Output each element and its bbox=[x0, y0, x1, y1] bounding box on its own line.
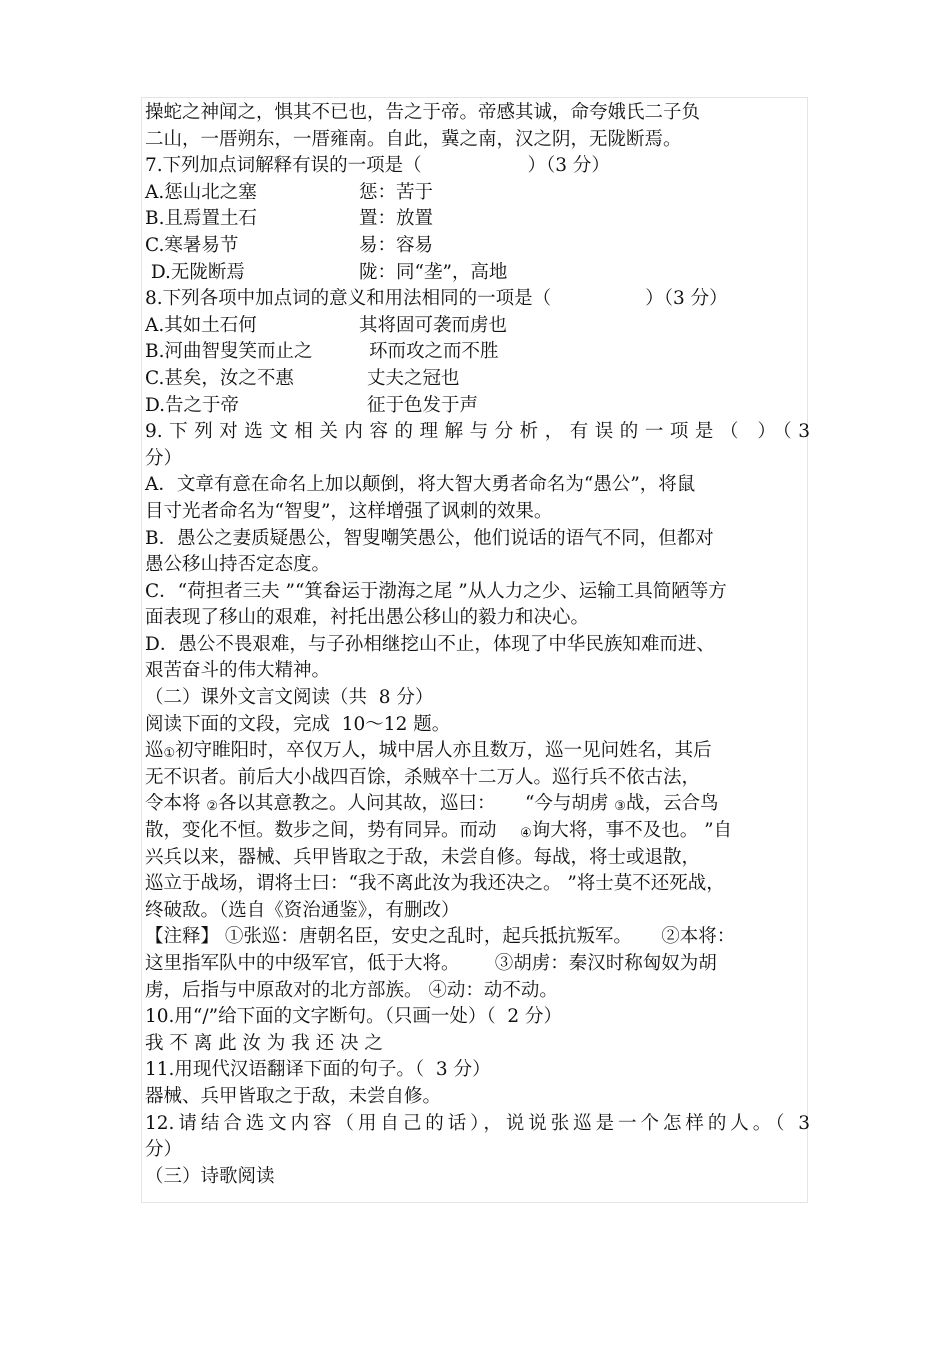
question-7-stem: 7.下列加点词解释有误的一项是（ ）（3 分） bbox=[145, 155, 610, 177]
question-10-text: 我 不 离 此 汝 为 我 还 决 之 bbox=[145, 1032, 383, 1054]
annotation-line: 【注释】 ①张巡：唐朝名臣，安史之乱时，起兵抵抗叛军。 ②本将： bbox=[145, 926, 736, 948]
option-compare: 其将固可袭而虏也 bbox=[359, 314, 508, 336]
text-run: 战，云合鸟 bbox=[625, 793, 719, 815]
question-9-stem-cont: 分） bbox=[145, 447, 183, 469]
text-run: 询大将，事不及也。 ”自 bbox=[531, 820, 733, 842]
passage-line: 操蛇之神闻之，惧其不已也，告之于帝。帝感其诚，命夸娥氏二子负 bbox=[145, 102, 701, 123]
option-text: D.无陇断焉 bbox=[145, 261, 245, 283]
classical-text-line bbox=[145, 738, 810, 765]
option-text: B.河曲智叟笑而止之 bbox=[145, 341, 313, 363]
passage-line: 二山，一厝朔东，一厝雍南。自此，冀之南，汉之阴，无陇断焉。 bbox=[145, 128, 682, 150]
option-text: C.寒暑易节 bbox=[145, 234, 239, 256]
q8-option-d bbox=[145, 393, 810, 420]
text-run: 初守睢阳时，卒仅万人，城中居人亦且数万，巡一见问姓名，其后 bbox=[175, 740, 712, 762]
option-text: B.且焉置土石 bbox=[145, 208, 257, 230]
annotation-line: 这里指军队中的中级军官，低于大将。 ③胡虏：秦汉时称匈奴为胡 bbox=[145, 953, 717, 974]
option-text: D.告之于帝 bbox=[145, 394, 240, 416]
option-compare: 丈夫之冠也 bbox=[367, 367, 460, 389]
option-gloss: 置：放置 bbox=[359, 208, 434, 230]
classical-text-line: 巡立于战场，谓将士曰：“我不离此汝为我还决之。 ”将士莫不还死战， bbox=[145, 873, 725, 895]
note-marker: ④ bbox=[520, 826, 532, 842]
text-run: 巡 bbox=[145, 740, 164, 762]
option-gloss: 易：容易 bbox=[359, 234, 434, 256]
q8-option-b bbox=[145, 339, 810, 366]
option-compare: 环而攻之而不胜 bbox=[369, 341, 499, 363]
note-marker: ① bbox=[163, 746, 176, 762]
question-12-stem: 12.请结合选文内容（用自己的话），说说张巡是一个怎样的人。（ 3 bbox=[145, 1112, 810, 1134]
q9-option-d-cont: 艰苦奋斗的伟大精神。 bbox=[145, 660, 331, 682]
question-11-stem: 11.用现代汉语翻译下面的句子。（ 3 分） bbox=[145, 1059, 491, 1081]
option-compare: 征于色发于声 bbox=[367, 394, 479, 416]
annotation-line: 虏，后指与中原敌对的北方部族。 ④动：动不动。 bbox=[145, 979, 558, 1001]
question-12-stem-cont: 分） bbox=[145, 1139, 183, 1161]
text-run: 散，变化不恒。数步之间，势有同异。而动 bbox=[145, 820, 521, 842]
q7-option-b bbox=[145, 206, 810, 233]
document-body bbox=[145, 100, 810, 1190]
text-run: 各以其意教之。人问其故，巡曰： “今与胡虏 bbox=[218, 793, 615, 815]
note-marker: ③ bbox=[614, 799, 626, 815]
question-11-text: 器械、兵甲皆取之于敌，未尝自修。 bbox=[145, 1085, 442, 1107]
question-8-stem: 8.下列各项中加点词的意义和用法相同的一项是（ ）（3 分） bbox=[145, 288, 728, 310]
q9-option-c-cont: 面表现了移山的艰难，衬托出愚公移山的毅力和决心。 bbox=[145, 607, 590, 629]
q7-option-d bbox=[145, 260, 810, 287]
option-gloss: 陇：同“垄”，高地 bbox=[359, 261, 508, 283]
q9-option-c: C．“荷担者三夫 ”“箕畚运于渤海之尾 ”从人力之少、运输工具简陋等方 bbox=[145, 580, 727, 602]
q9-option-b-cont: 愚公移山持否定态度。 bbox=[145, 554, 331, 576]
classical-text-source: 终破敌。（选自《资治通鉴》，有删改） bbox=[145, 899, 460, 921]
classical-text-line: 无不识者。前后大小战四百馀，杀贼卒十二万人。巡行兵不依古法， bbox=[145, 766, 701, 788]
classical-text-line bbox=[145, 818, 810, 845]
q9-option-b: B．愚公之妻质疑愚公，智叟嘲笑愚公，他们说话的语气不同，但都对 bbox=[145, 527, 714, 549]
section-2-title: （二）课外文言文阅读（共 8 分） bbox=[145, 687, 434, 709]
q9-option-d: D．愚公不畏艰难，与子孙相继挖山不止，体现了中华民族知难而进、 bbox=[145, 633, 715, 655]
question-9-stem: 9.下列对选文相关内容的理解与分析，有误的一项是（ ）（3 bbox=[145, 421, 810, 443]
q9-option-a-cont: 目寸光者命名为“智叟”，这样增强了讽刺的效果。 bbox=[145, 500, 553, 522]
question-10-stem: 10.用“/”给下面的文字断句。（只画一处）（ 2 分） bbox=[145, 1006, 562, 1028]
classical-text-line bbox=[145, 791, 810, 818]
q8-option-c bbox=[145, 366, 810, 393]
text-run: 令本将 bbox=[145, 793, 207, 815]
classical-text-line: 兴兵以来，器械、兵甲皆取之于敌，未尝自修。每战，将士或退散， bbox=[145, 846, 701, 868]
option-gloss: 惩：苦于 bbox=[359, 181, 434, 203]
q9-option-a: A．文章有意在命名上加以颠倒，将大智大勇者命名为“愚公”，将鼠 bbox=[145, 474, 696, 496]
q8-option-a bbox=[145, 313, 810, 340]
option-text: C.甚矣，汝之不惠 bbox=[145, 367, 294, 389]
q7-option-a bbox=[145, 180, 810, 207]
q7-option-c bbox=[145, 233, 810, 260]
option-text: A.其如土石何 bbox=[145, 314, 257, 336]
option-text: A.惩山北之塞 bbox=[145, 181, 257, 203]
note-marker: ② bbox=[206, 799, 219, 815]
section-2-instruction: 阅读下面的文段，完成 10～12 题。 bbox=[145, 713, 451, 735]
section-3-title: （三）诗歌阅读 bbox=[145, 1165, 275, 1187]
